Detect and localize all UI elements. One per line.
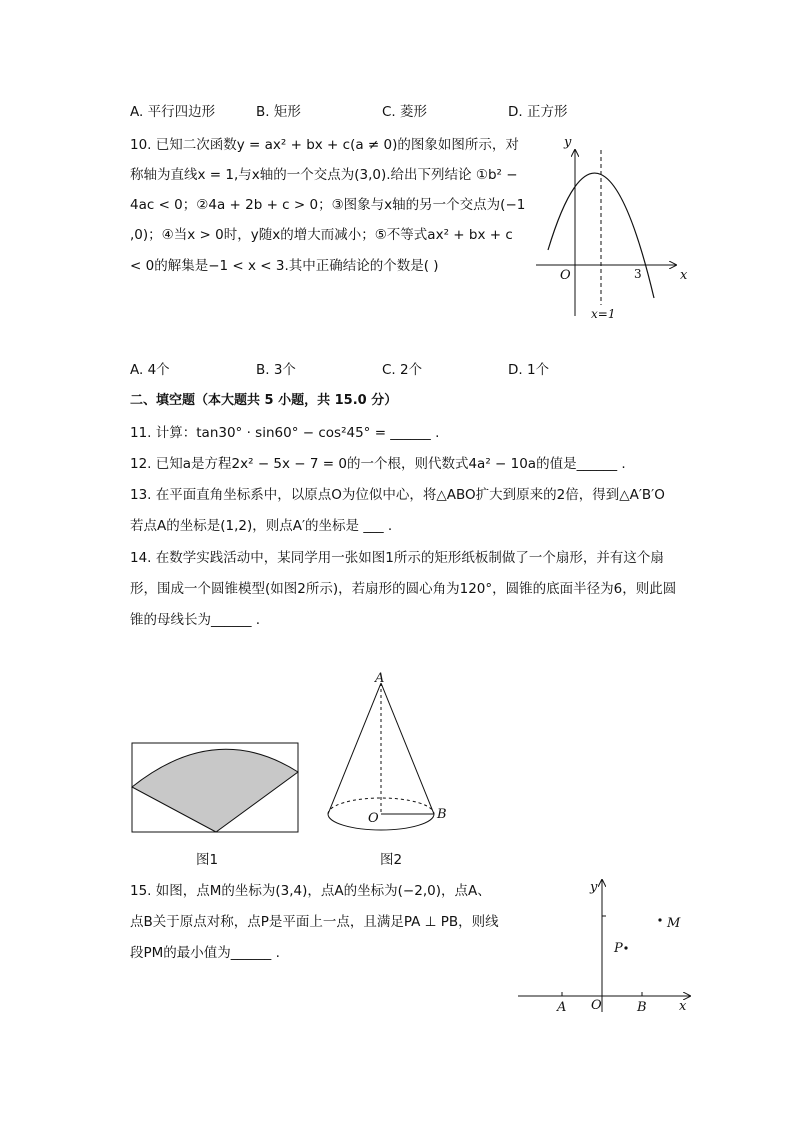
q15-b-label: B [637, 1000, 647, 1015]
q9-option-a: A. 平行四边形 [130, 104, 216, 120]
cone-apex-label: A [375, 671, 385, 686]
q15-line-3: 段PM的最小值为______ . [130, 945, 280, 961]
q15-line-2: 点B关于原点对称，点P是平面上一点，且满足PA ⊥ PB，则线 [130, 914, 499, 930]
cone-center-label: O [368, 811, 379, 826]
section-2-heading: 二、填空题（本大题共 5 小题，共 15.0 分） [130, 393, 398, 408]
q14-fig2-caption: 图2 [380, 852, 403, 868]
q10-line-2: 称轴为直线x = 1,与x轴的一个交点为(3,0).给出下列结论 ①b² − [130, 167, 518, 183]
q10-x-label: x [680, 268, 688, 283]
q13-line-1: 13. 在平面直角坐标系中，以原点O为位似中心，将△ABO扩大到原来的2倍，得到△A′B′O [130, 487, 665, 503]
q15-m-label: M [667, 916, 681, 931]
cone-edge-label: B [437, 807, 447, 822]
q13-line-2: 若点A的坐标是(1,2)，则点A′的坐标是 ___ . [130, 518, 393, 534]
q11-text: 11. 计算：tan30° · sin60° − cos²45° = ______ . [130, 425, 440, 441]
cone-base-front [328, 814, 434, 830]
q10-option-d: D. 1个 [508, 362, 550, 378]
q15-point-m [658, 918, 661, 921]
q9-option-b: B. 矩形 [256, 104, 301, 120]
q9-option-c: C. 菱形 [382, 104, 428, 120]
q15-p-label: P [614, 941, 623, 956]
q15-x-label: x [679, 999, 687, 1014]
q10-line-1: 10. 已知二次函数y = ax² + bx + c(a ≠ 0)的图象如图所示，对 [130, 137, 519, 153]
cone-left-slant [328, 683, 381, 814]
q15-line-1: 15. 如图，点M的坐标为(3,4)，点A的坐标为(−2,0)，点A、 [130, 883, 491, 899]
q10-line-5: < 0的解集是−1 < x < 3.其中正确结论的个数是( ) [130, 258, 439, 274]
q15-a-label: A [557, 1000, 567, 1015]
q12-text: 12. 已知a是方程2x² − 5x − 7 = 0的一个根，则代数式4a² − 10a的值是______ . [130, 456, 626, 472]
q10-option-a: A. 4个 [130, 362, 170, 378]
q10-y-label: y [564, 135, 572, 150]
q15-y-label: y [590, 880, 598, 895]
q10-tick-3-label: 3 [634, 267, 642, 281]
q14-figure-2 [320, 668, 460, 836]
q10-option-b: B. 3个 [256, 362, 296, 378]
q10-parabola-graph [530, 128, 700, 328]
q14-line-3: 锥的母线长为______ . [130, 612, 261, 628]
q14-fig1-caption: 图1 [196, 852, 219, 868]
q15-origin-label: O [591, 998, 602, 1013]
q9-option-d: D. 正方形 [508, 104, 568, 120]
q10-origin-label: O [560, 268, 571, 283]
cone-right-slant [381, 683, 434, 814]
q14-figure-1 [128, 738, 303, 838]
q10-line-3: 4ac < 0；②4a + 2b + c > 0；③图象与x轴的另一个交点为(−1 [130, 197, 526, 213]
q14-line-2: 形，围成一个圆锥模型(如图2所示)，若扇形的圆心角为120°，圆锥的底面半径为6，则此圆 [130, 581, 677, 597]
q14-line-1: 14. 在数学实践活动中，某同学用一张如图1所示的矩形纸板制做了一个扇形，并有这个扇 [130, 550, 664, 566]
q15-point-p [624, 946, 627, 949]
q10-option-c: C. 2个 [382, 362, 423, 378]
q15-coordinate-graph [512, 874, 696, 1016]
q10-axis-label: x=1 [591, 307, 616, 321]
q10-line-4: ,0)；④当x > 0时，y随x的增大而减小；⑤不等式ax² + bx + c [130, 227, 513, 243]
